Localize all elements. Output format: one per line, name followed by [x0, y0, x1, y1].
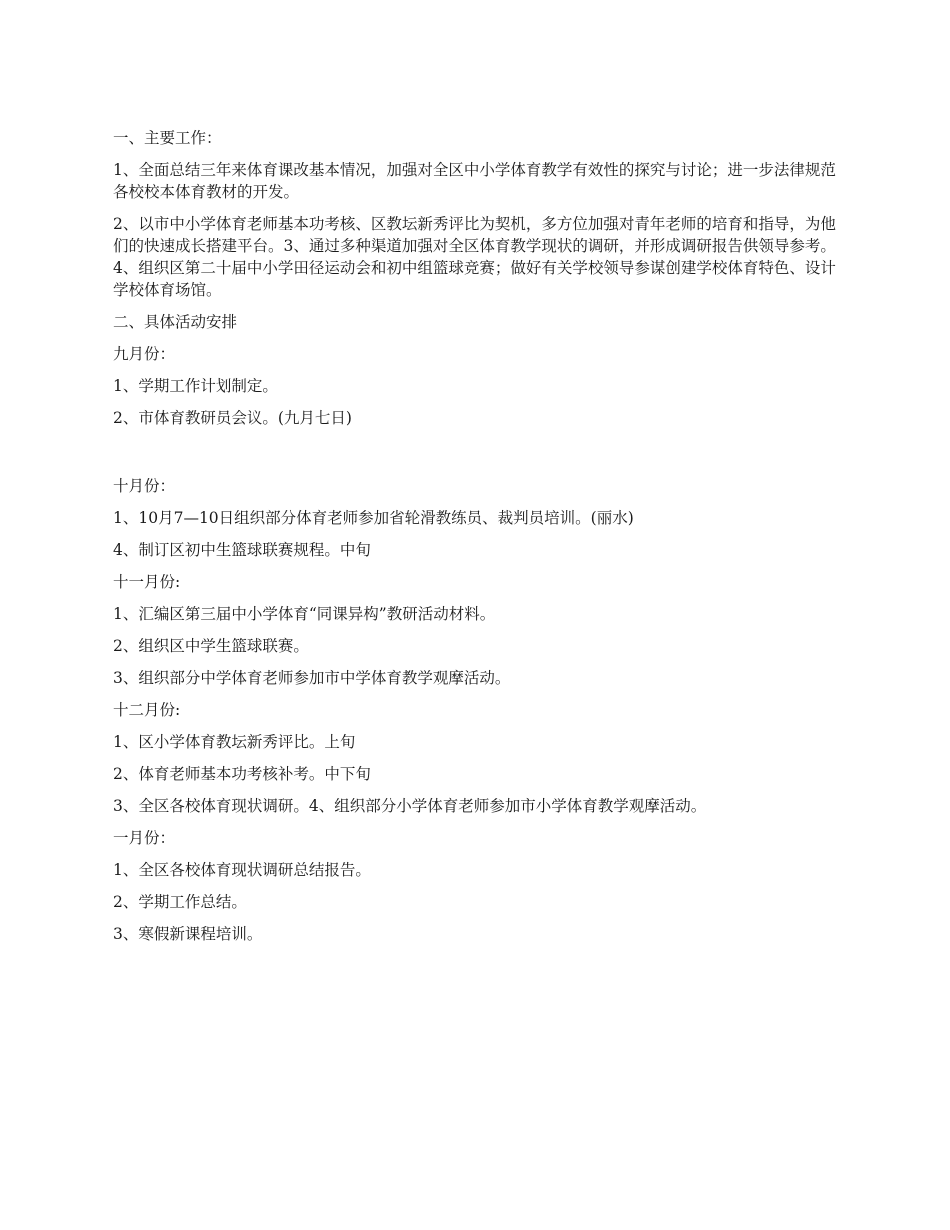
list-item: 2、组织区中学生篮球联赛。: [113, 637, 309, 655]
section-heading-activities: 二、具体活动安排: [113, 313, 238, 331]
list-item: 1、全区各校体育现状调研总结报告。: [113, 861, 371, 879]
section-heading-main-work: 一、主要工作：: [113, 129, 222, 147]
spacer: [113, 439, 840, 475]
month-heading-december: 十二月份:: [113, 701, 181, 719]
list-item: 4、制订区初中生篮球联赛规程。中旬: [113, 541, 371, 559]
list-item: 2、市体育教研员会议。(九月七日): [113, 409, 352, 427]
list-item: 3、寒假新课程培训。: [113, 925, 263, 943]
list-item: 2、体育老师基本功考核补考。中下旬: [113, 765, 371, 783]
paragraph-work-items-2-4: 2、以市中小学体育老师基本功考核、区教坛新秀评比为契机，多方位加强对青年老师的培育和指导，为他们的快速成长搭建平台。3、通过多种渠道加强对全区体育教学现状的调研，并形成调研报告供领导参考。4、组织区第二十届中小学田径运动会和初中组篮球竞赛；做好有关学校领导参谋创建学校体育特色、设计学校体育场馆。: [113, 215, 836, 299]
month-heading-october: 十月份：: [113, 477, 176, 495]
list-item: 1、学期工作计划制定。: [113, 377, 278, 395]
month-heading-november: 十一月份:: [113, 573, 181, 591]
month-heading-january: 一月份：: [113, 829, 176, 847]
paragraph-work-item-1: 1、全面总结三年来体育课改基本情况，加强对全区中小学体育教学有效性的探究与讨论；进一步法律规范各校校本体育教材的开发。: [113, 161, 836, 201]
month-heading-september: 九月份：: [113, 345, 176, 363]
list-item: 1、汇编区第三届中小学体育“同课异构”教研活动材料。: [113, 605, 496, 623]
list-item: 3、全区各校体育现状调研。4、组织部分小学体育老师参加市小学体育教学观摩活动。: [113, 797, 707, 815]
list-item: 3、组织部分中学体育老师参加市中学体育教学观摩活动。: [113, 669, 511, 687]
list-item: 1、区小学体育教坛新秀评比。上旬: [113, 733, 356, 751]
document-page: [113, 127, 840, 955]
list-item: 2、学期工作总结。: [113, 893, 247, 911]
list-item: 1、10月7—10日组织部分体育老师参加省轮滑教练员、裁判员培训。(丽水): [113, 509, 634, 527]
